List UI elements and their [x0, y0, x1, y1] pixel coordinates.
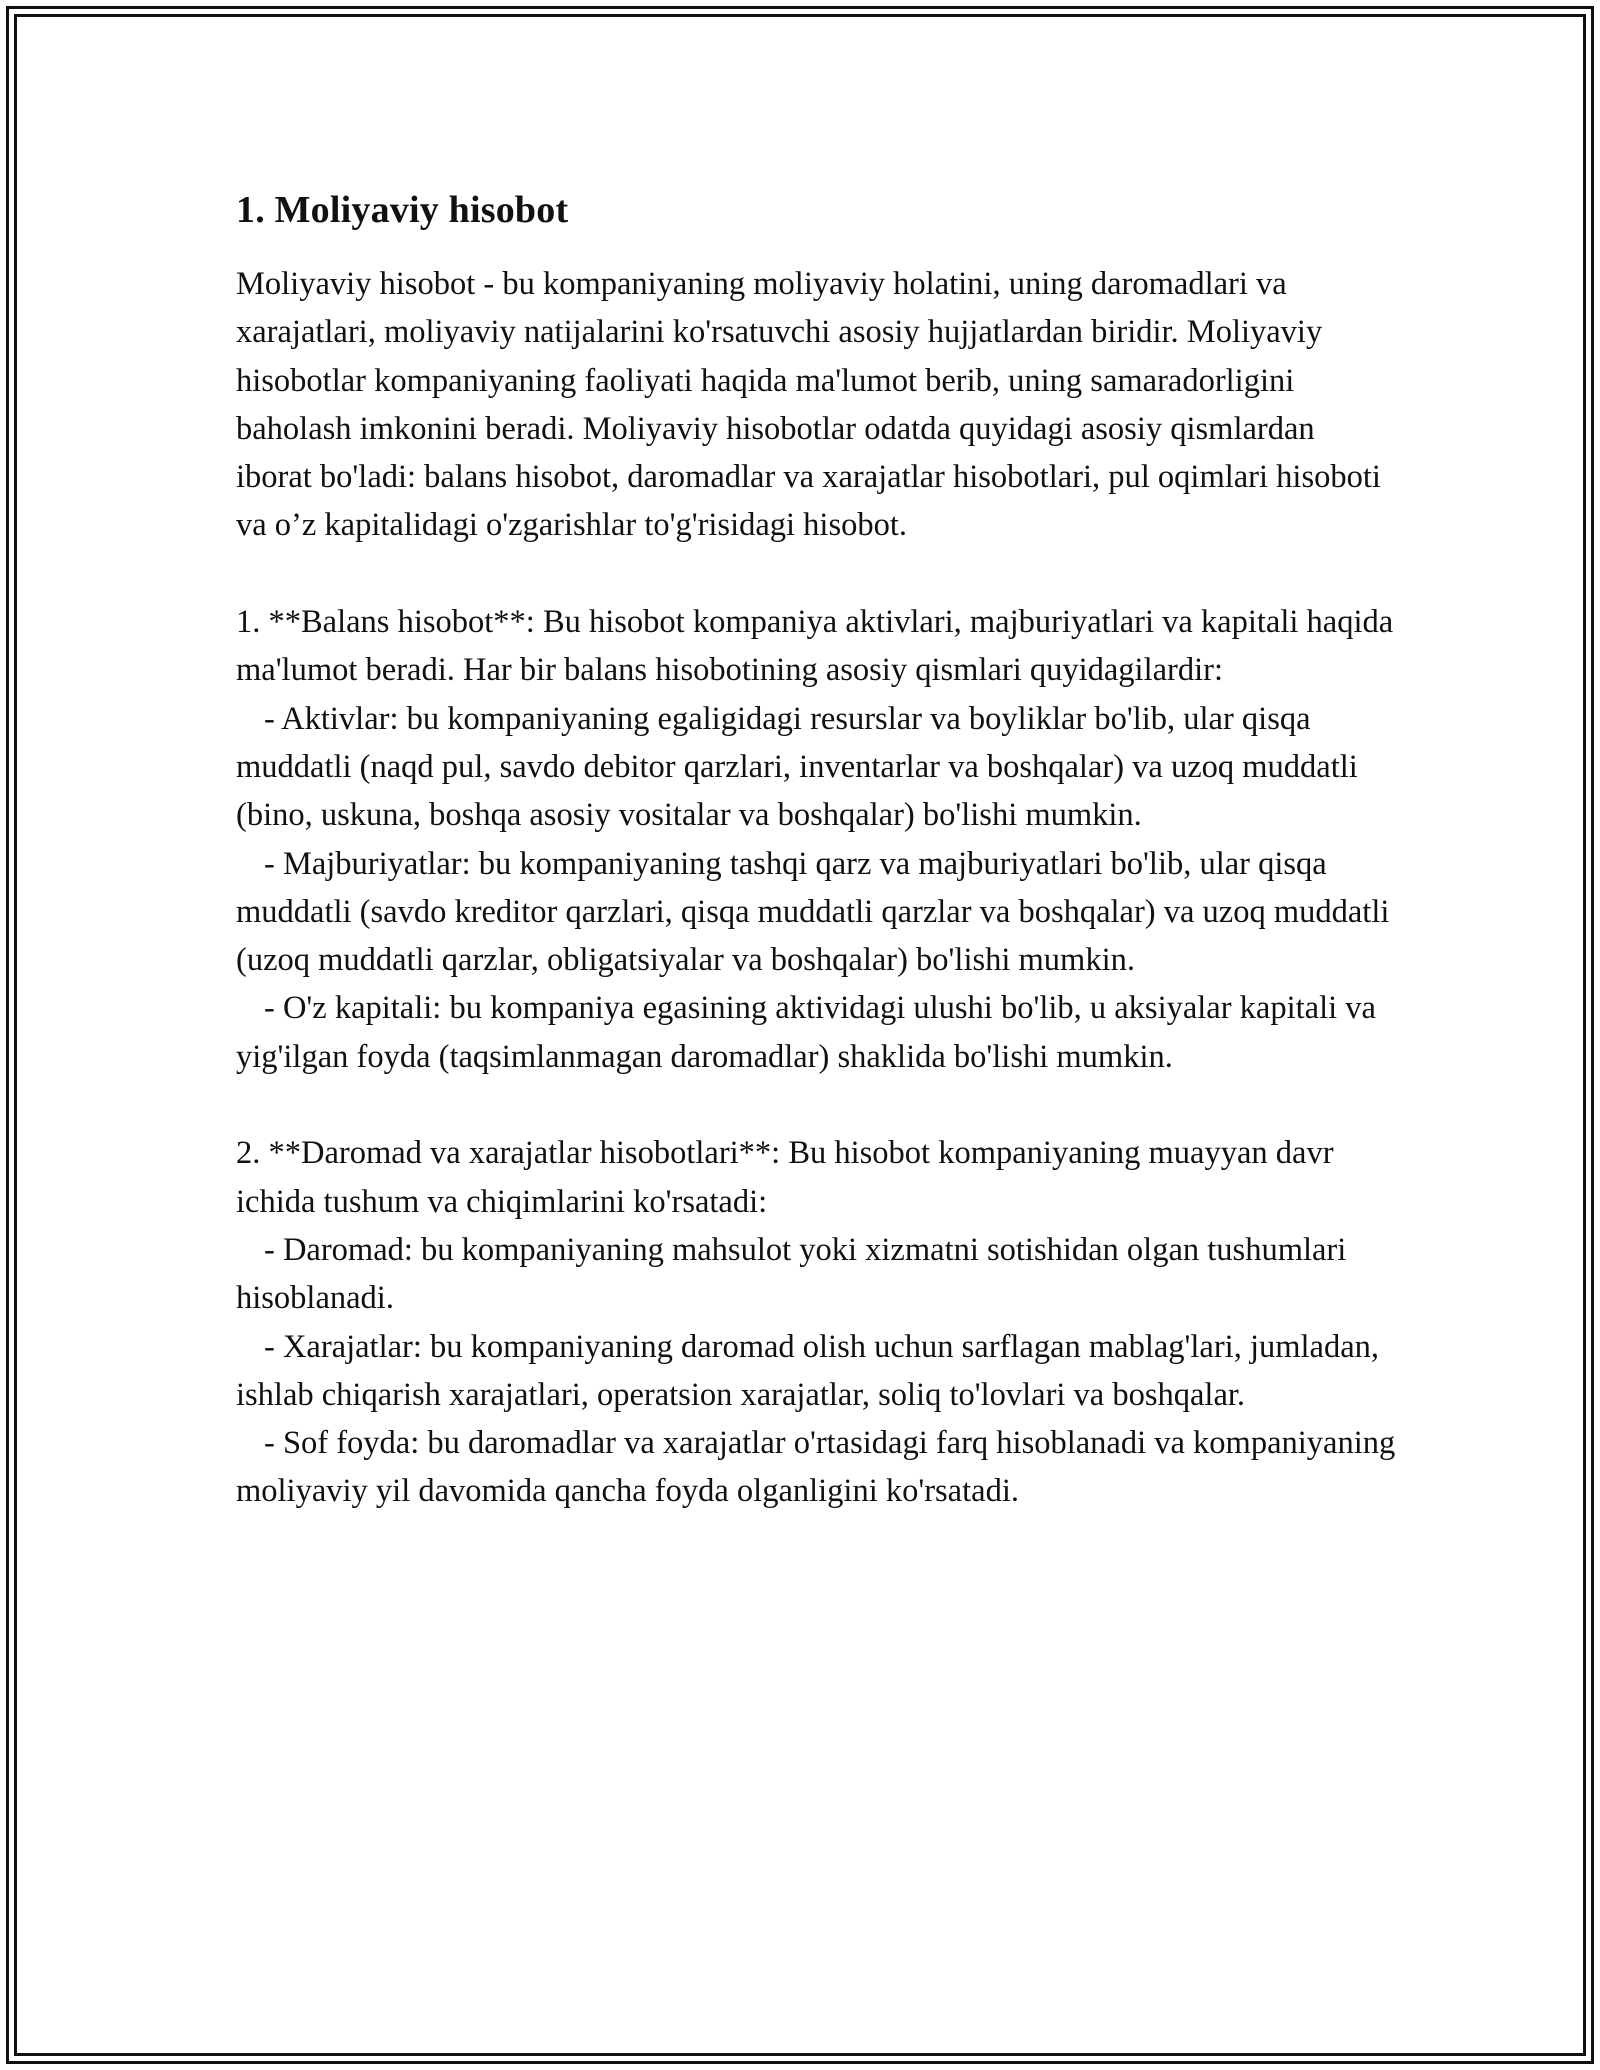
paragraph-spacer	[236, 550, 1396, 598]
document-title: 1. Moliyaviy hisobot	[236, 189, 569, 231]
section-income-heading: 2. **Daromad va xarajatlar hisobotlari**: Bu hisobot kompaniyaning muayyan davr ichida tushum va chiqimlarini ko'rsatadi:	[236, 1135, 1334, 1220]
document-body	[236, 186, 1396, 1516]
list-item-xarajatlar: - Xarajatlar: bu kompaniyaning daromad olish uchun sarflagan mablag'lari, jumladan, ishlab chiqarish xarajatlari, operatsion xarajatlar, soliq to'lovlari va boshqalar.	[236, 1328, 1380, 1413]
list-item-majburiyatlar: - Majburiyatlar: bu kompaniyaning tashqi qarz va majburiyatlari bo'lib, ular qisqa muddatli (savdo kreditor qarzlari, qisqa muddatli qarzlar va boshqalar) va uzoq muddatli (uzoq muddatli qarzlar, obligatsiyalar va boshqalar) bo'lishi mumkin.	[236, 845, 1390, 979]
intro-paragraph: Moliyaviy hisobot - bu kompaniyaning moliyaviy holatini, uning daromadlari va xarajatlari, moliyaviy natijalarini ko'rsatuvchi asosiy hujjatlardan biridir. Moliyaviy hisobotlar kompaniyaning faoliyati haqida ma'lumot berib, uning samaradorligini baholash imkonini beradi. Moliyaviy hisobotlar odatda quyidagi asosiy qismlardan iborat bo'ladi: balans hisobot, daromadlar va xarajatlar hisobotlari, pul oqimlari hisoboti va o’z kapitalidagi o'zgarishlar to'g'risidagi hisobot.	[236, 266, 1381, 544]
section-balance-heading: 1. **Balans hisobot**: Bu hisobot kompaniya aktivlari, majburiyatlari va kapitali haqida ma'lumot beradi. Har bir balans hisobotining asosiy qismlari quyidagilardir:	[236, 604, 1394, 689]
list-item-sof-foyda: - Sof foyda: bu daromadlar va xarajatlar o'rtasidagi farq hisoblanadi va kompaniyaning moliyaviy yil davomida qancha foyda olganligini ko'rsatadi.	[236, 1425, 1396, 1510]
list-item-daromad: - Daromad: bu kompaniyaning mahsulot yoki xizmatni sotishidan olgan tushumlari hisoblanadi.	[236, 1231, 1347, 1317]
list-item-aktivlar: - Aktivlar: bu kompaniyaning egaligidagi resurslar va boyliklar bo'lib, ular qisqa muddatli (naqd pul, savdo debitor qarzlari, inventarlar va boshqalar) va uzoq muddatli (bino, uskuna, boshqa asosiy vositalar va boshqalar) bo'lishi mumkin.	[236, 700, 1358, 834]
list-item-oz-kapitali: - O'z kapitali: bu kompaniya egasining aktividagi ulushi bo'lib, u aksiyalar kapitali va yig'ilgan foyda (taqsimlanmagan daromadlar) shaklida bo'lishi mumkin.	[236, 990, 1376, 1075]
paragraph-spacer	[236, 1081, 1396, 1129]
